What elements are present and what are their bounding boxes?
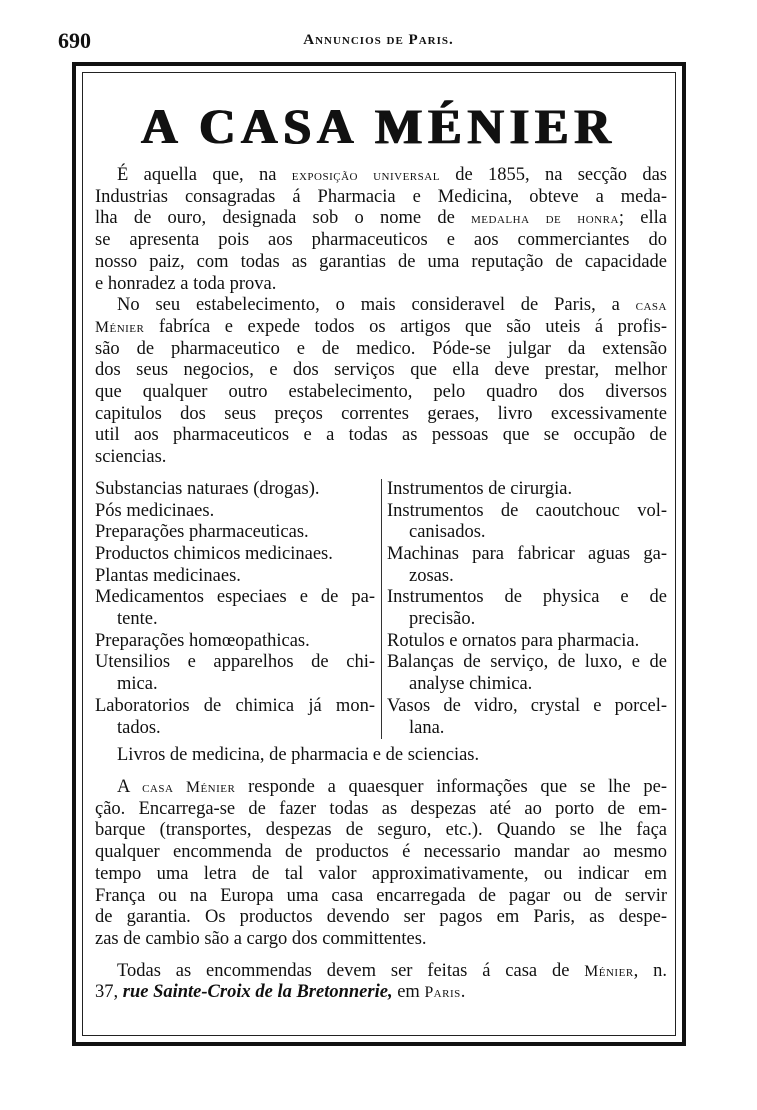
text-line: sciencias. [95, 447, 167, 468]
list-item: mica. [117, 674, 158, 695]
text-line: Livros de medicina, de pharmacia e de sciencias. [117, 745, 480, 766]
paragraph [95, 745, 667, 767]
list-item: Utensilios e apparelhos de chi- [95, 652, 375, 673]
paragraph [95, 961, 667, 1004]
inner-border [82, 72, 676, 1036]
list-item: Productos chimicos medicinaes. [95, 543, 333, 564]
list-item: Rotulos e ornatos para pharmacia. [387, 630, 640, 651]
text-line: Ménier fabríca e expede todos os artigos que são uteis á profis- [95, 316, 667, 337]
list-item: Balanças de serviço, de luxo, e de [387, 652, 667, 673]
advertisement-frame [72, 62, 686, 1046]
list-item: lana. [409, 717, 445, 738]
text-line: que qualquer outro estabelecimento, pelo quadro dos diversos [95, 382, 667, 403]
advert-title: A CASA MÉNIER [141, 98, 617, 154]
product-list-left [95, 479, 381, 739]
text-line: tempo uma letra de tal valor approximativamente, ou indicar em [95, 863, 667, 884]
paragraph [95, 165, 667, 295]
paragraph-gap [95, 767, 667, 777]
small-caps-text: exposição universal [291, 167, 440, 184]
product-list-right [381, 479, 667, 739]
text-line: nosso paiz, com todas as garantias de uma reputação de capacidade [95, 251, 667, 272]
text-line: A casa Ménier responde a quaesquer informações que se lhe pe- [117, 776, 667, 797]
small-caps-text: casa Ménier [142, 778, 236, 796]
list-item: precisão. [409, 609, 476, 630]
text-line: zas de cambio são a cargo dos committentes. [95, 928, 427, 949]
intro-paragraphs [95, 165, 667, 469]
product-list [95, 479, 667, 739]
text-line: de garantia. Os productos devendo ser pagos em Paris, as despe- [95, 907, 667, 928]
text-line: capitulos dos seus preços correntes geraes, livro excessivamente [95, 403, 667, 424]
text-line: qualquer encommenda de productos é necessario mandar ao mesmo [95, 842, 667, 863]
page-number: 690 [58, 28, 91, 53]
running-title: Annuncios de Paris. [303, 32, 454, 48]
italic-text: rue Sainte-Croix de la Bretonnerie, [122, 982, 393, 1003]
text-line: É aquella que, na exposição universal de 1855, na secção das [117, 165, 667, 185]
paragraph [95, 777, 667, 951]
list-item: Instrumentos de physica e de [387, 587, 667, 608]
text-line: ção. Encarrega-se de fazer todas as despezas até ao porto de em- [95, 798, 667, 819]
list-item: tente. [117, 609, 158, 630]
list-item: Instrumentos de caoutchouc vol- [387, 500, 667, 521]
text-line: são de pharmaceutico e de medico. Póde-se julgar da extensão [95, 338, 667, 359]
list-item: Medicamentos especiaes e de pa- [95, 587, 375, 608]
text-line: barque (transportes, despezas de seguro, etc.). Quando se lhe faça [95, 820, 667, 841]
paragraph-gap [95, 951, 667, 961]
text-line: e honradez a toda prova. [95, 273, 277, 294]
small-caps-text: medalha de honra [471, 210, 619, 228]
small-caps-text: Paris [424, 984, 461, 1002]
list-item: Laboratorios de chimica já mon- [95, 695, 375, 716]
advert-body [95, 165, 667, 1004]
list-item: Vasos de vidro, crystal e porcel- [387, 695, 667, 716]
list-item: Substancias naturaes (drogas). [95, 478, 320, 499]
list-item: canisados. [409, 522, 486, 543]
text-line: dos seus negocios, e dos serviços que ella deve prestar, melhor [95, 360, 667, 381]
list-item: Plantas medicinaes. [95, 565, 241, 586]
list-item: tados. [117, 717, 161, 738]
list-item: Machinas para fabricar aguas ga- [387, 543, 667, 564]
list-item: zosas. [409, 565, 454, 586]
text-line: 37, rue Sainte-Croix de la Bretonnerie, em Paris. [95, 982, 466, 1003]
text-line: util aos pharmaceuticos e a todas as pessoas que se occupão de [95, 425, 667, 446]
paragraph [95, 295, 667, 469]
closing-paragraphs [95, 745, 667, 1004]
text-line: lha de ouro, designada sob o nome de medalha de honra; ella [95, 208, 667, 229]
text-line: No seu estabelecimento, o mais consideravel de Paris, a casa [117, 295, 667, 316]
small-caps-text: casa [635, 297, 667, 315]
list-item: Preparações homœopathicas. [95, 630, 310, 651]
text-line: Industrias consagradas á Pharmacia e Medicina, obteve a meda- [95, 186, 667, 207]
list-item: Preparações pharmaceuticas. [95, 522, 309, 543]
list-item: Instrumentos de cirurgia. [387, 478, 573, 499]
text-line: França ou na Europa uma casa encarregada de pagar ou de servir [95, 885, 667, 906]
text-line: se apresenta pois aos pharmaceuticos e aos commerciantes do [95, 230, 667, 251]
list-item: Pós medicinaes. [95, 500, 215, 521]
small-caps-text: Ménier [584, 962, 634, 980]
list-item: analyse chimica. [409, 674, 533, 695]
small-caps-text: Ménier [95, 318, 145, 336]
text-line: Todas as encommendas devem ser feitas á casa de Ménier, n. [117, 960, 668, 981]
